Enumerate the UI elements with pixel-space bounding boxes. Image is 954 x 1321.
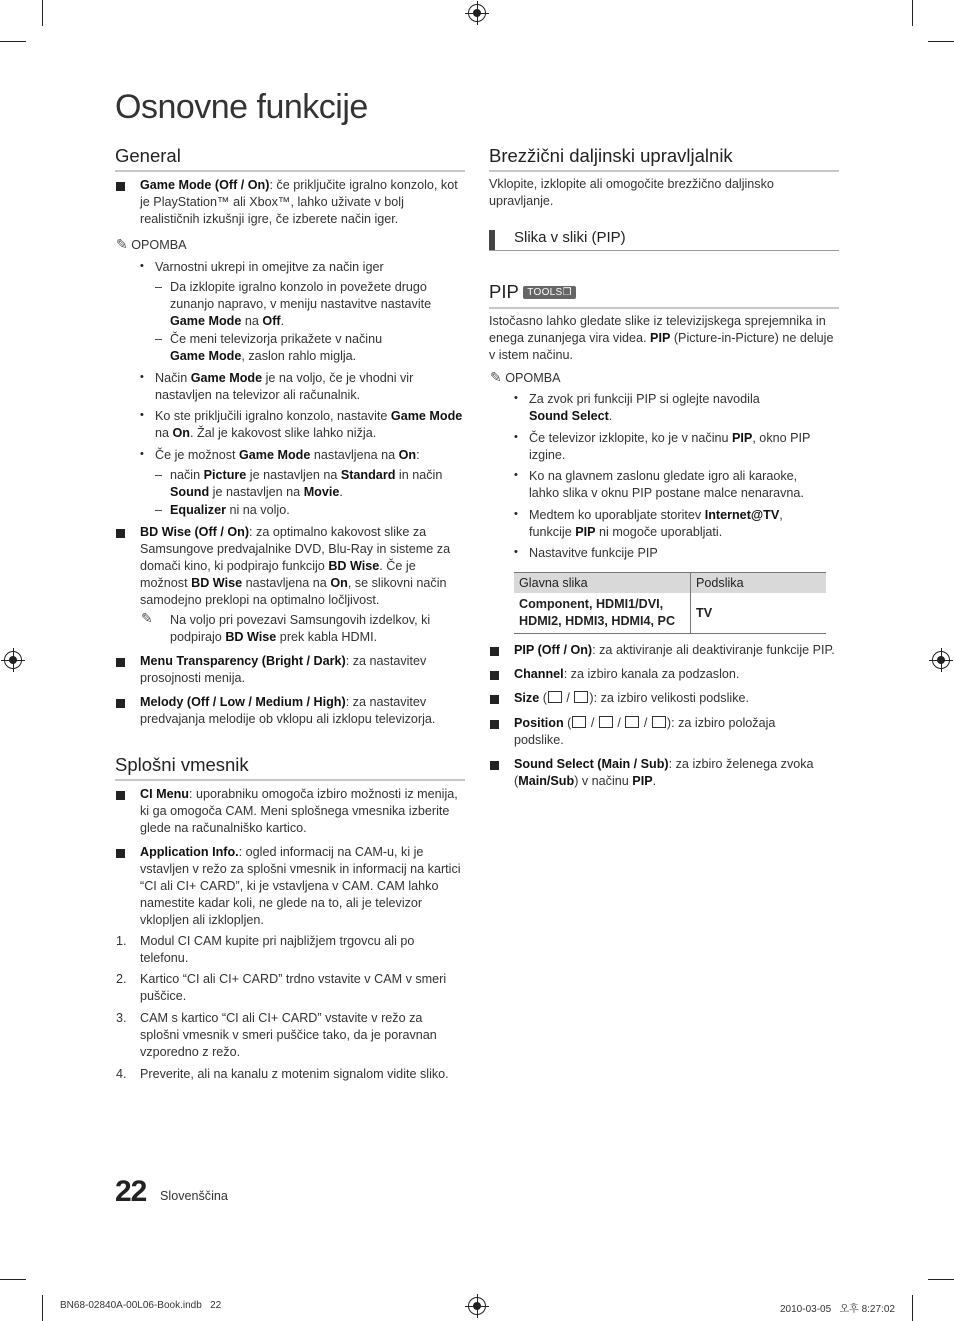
position-top-left-icon — [625, 716, 639, 728]
app-info-item: Application Info.: ogled informacij na CAM-u, ki je vstavljen v režo za splošni vmesnik in informacij na kartici “CI ali CI+ CARD”, ki je vstavljena v CAM. CAM lahko namestite kadar koli, ne glede na to, ali je televizor vklopljen ali izklopljen. — [140, 845, 461, 927]
table-cell: Component, HDMI1/DVI, HDMI2, HDMI3, HDMI4, PC — [514, 593, 691, 634]
pip-item: PIP (Off / On): za aktiviranje ali deaktiviranje funkcije PIP. — [514, 643, 835, 657]
size-small-icon — [574, 691, 588, 703]
step-number: 4. — [116, 1067, 127, 1081]
pip-heading: PIP TOOLS❐ — [489, 281, 839, 309]
crop-mark — [42, 1295, 43, 1321]
step-text: Modul CI CAM kupite pri najbližjem trgovcu ali po telefonu. — [140, 934, 415, 965]
bullet-square — [490, 720, 499, 729]
bullet-dot: • — [140, 260, 144, 272]
registration-mark-icon — [468, 1297, 486, 1315]
size-item: Size ( / ): za izbiro velikosti podslike. — [514, 691, 749, 705]
bullet-dot: • — [514, 508, 518, 520]
general-heading: General — [115, 145, 465, 172]
table-header: Podslika — [691, 573, 827, 594]
bullet-square — [116, 849, 125, 858]
position-item: Position ( / / / ): za izbiro položaja podslike. — [514, 716, 776, 747]
dash-mark: – — [155, 332, 163, 346]
bullet-dot: • — [140, 448, 144, 460]
bullet-square — [116, 529, 125, 538]
pip-note: Ko na glavnem zaslonu gledate igro ali karaoke, lahko slika v oknu PIP postane malce nenaravna. — [529, 469, 804, 500]
step-text: Preverite, ali na kanalu z motenim signalom vidite sliko. — [140, 1067, 449, 1081]
note-subitem: Da izklopite igralno konzolo in povežete drugo zunanjo napravo, v meniju nastavitve nastavite Game Mode na Off. — [170, 280, 432, 328]
note-subitem: Equalizer ni na voljo. — [170, 503, 290, 517]
note-item: Ko ste priključili igralno konzolo, nastavite Game Mode na On. Žal je kakovost slike lahko nižja. — [155, 409, 463, 440]
pip-note: Če televizor izklopite, ko je v načinu PIP, okno PIP izgine. — [529, 431, 811, 462]
dash-mark: – — [155, 468, 163, 482]
step-number: 2. — [116, 972, 127, 986]
note-item: Če je možnost Game Mode nastavljena na On: — [155, 448, 420, 462]
bullet-square — [490, 671, 499, 680]
page-title: Osnovne funkcije — [115, 88, 368, 126]
note-pencil-icon: ✎ — [141, 610, 153, 626]
bullet-dot: • — [514, 431, 518, 443]
crop-mark — [912, 1295, 913, 1321]
crop-mark — [0, 1279, 26, 1280]
note-block: ✎ OPOMBA — [116, 236, 187, 252]
note-pencil-icon: ✎ — [490, 369, 502, 385]
note-subitem: način Picture je nastavljen na Standard in način Sound je nastavljen na Movie. — [170, 468, 443, 499]
bullet-square — [490, 647, 499, 656]
position-top-right-icon — [599, 716, 613, 728]
bd-wise-item: BD Wise (Off / On): za optimalno kakovost slike za Samsungove predvajalnike DVD, Blu-Ray in sisteme za domači kino, ki podpirajo funkcijo BD Wise. Če je možnost BD Wise nastavljena na On, se slikovni način samodejno preklopi na optimalno ločljivost. — [140, 525, 451, 607]
ci-heading: Splošni vmesnik — [115, 754, 465, 781]
bullet-square — [116, 699, 125, 708]
pip-settings-table — [514, 572, 826, 634]
bd-note: Na voljo pri povezavi Samsungovih izdelkov, ki podpirajo BD Wise prek kabla HDMI. — [170, 613, 431, 644]
registration-mark-icon — [932, 651, 950, 669]
melody-item: Melody (Off / Low / Medium / High): za nastavitev predvajanja melodije ob vklopu ali izklopu televizorja. — [140, 695, 436, 726]
bullet-square — [490, 761, 499, 770]
note-subitem: Če meni televizorja prikažete v načinu Game Mode, zaslon rahlo miglja. — [170, 332, 383, 363]
registration-mark-icon — [4, 651, 22, 669]
timestamp: 2010-03-05 오후 8:27:02 — [780, 1304, 895, 1315]
step-text: Kartico “CI ali CI+ CARD” trdno vstavite v CAM v smeri puščice. — [140, 972, 447, 1003]
note-pencil-icon: ✎ — [116, 236, 128, 252]
size-large-icon — [548, 691, 562, 703]
bullet-dot: • — [140, 409, 144, 421]
language-label: Slovenščina — [160, 1189, 228, 1203]
ci-menu-item: CI Menu: uporabniku omogoča izbiro možnosti iz menija, ki ga omogoča CAM. Meni splošnega vmesnika izberite glede na računalniško kartico. — [140, 787, 458, 835]
dash-mark: – — [155, 280, 163, 294]
remote-text: Vklopite, izklopite ali omogočite brezžično daljinsko upravljanje. — [489, 177, 774, 208]
pip-intro: Istočasno lahko gledate slike iz televizijskega sprejemnika in enega zunanjega vira videa. PIP (Picture-in-Picture) ne deluje v istem načinu. — [489, 314, 834, 362]
tools-badge: TOOLS❐ — [523, 286, 575, 299]
position-bottom-left-icon — [652, 716, 666, 728]
note-block: ✎ OPOMBA — [490, 369, 561, 385]
bullet-dot: • — [514, 546, 518, 558]
subsection-title: Slika v sliki (PIP) — [514, 229, 626, 246]
sound-select-item: Sound Select (Main / Sub): za izbiro želenega zvoka (Main/Sub) v načinu PIP. — [514, 757, 814, 788]
table-header: Glavna slika — [514, 573, 691, 594]
note-item: Način Game Mode je na voljo, če je vhodni vir nastavljen na televizor ali računalnik. — [155, 371, 414, 402]
note-item: Varnostni ukrepi in omejitve za način iger — [155, 260, 384, 274]
position-bottom-right-icon — [572, 716, 586, 728]
registration-mark-icon — [468, 4, 486, 22]
pip-note: Za zvok pri funkciji PIP si oglejte navodila Sound Select. — [529, 392, 760, 423]
crop-mark — [912, 0, 913, 26]
crop-mark — [928, 41, 954, 42]
step-number: 3. — [116, 1011, 127, 1025]
crop-mark — [0, 41, 26, 42]
bullet-square — [116, 791, 125, 800]
dash-mark: – — [155, 503, 163, 517]
crop-mark — [42, 0, 43, 26]
bullet-dot: • — [140, 371, 144, 383]
bullet-square — [116, 182, 125, 191]
file-info: BN68-02840A-00L06-Book.indb 22 — [60, 1300, 222, 1311]
pip-note: Medtem ko uporabljate storitev Internet@TV, funkcije PIP ni mogoče uporabljati. — [529, 508, 783, 539]
table-cell: TV — [691, 593, 827, 634]
page-number: 22 — [115, 1175, 147, 1208]
crop-mark — [928, 1279, 954, 1280]
menu-transparency-item: Menu Transparency (Bright / Dark): za nastavitev prosojnosti menija. — [140, 654, 427, 685]
bullet-square — [116, 658, 125, 667]
remote-heading: Brezžični daljinski upravljalnik — [489, 145, 839, 172]
bullet-dot: • — [514, 469, 518, 481]
bullet-dot: • — [514, 392, 518, 404]
game-mode-item: Game Mode (Off / On): če priključite igralno konzolo, kot je PlayStation™ ali Xbox™, lahko uživate v bolj realističnih izkušnji igre, če izberete način iger. — [140, 178, 458, 226]
channel-item: Channel: za izbiro kanala za podzaslon. — [514, 667, 740, 681]
step-number: 1. — [116, 934, 127, 948]
pip-note: Nastavitve funkcije PIP — [529, 546, 658, 560]
bullet-square — [490, 695, 499, 704]
step-text: CAM s kartico “CI ali CI+ CARD” vstavite v režo za splošni vmesnik v smeri puščice tako, da je poravnan vzporedno z režo. — [140, 1011, 437, 1059]
